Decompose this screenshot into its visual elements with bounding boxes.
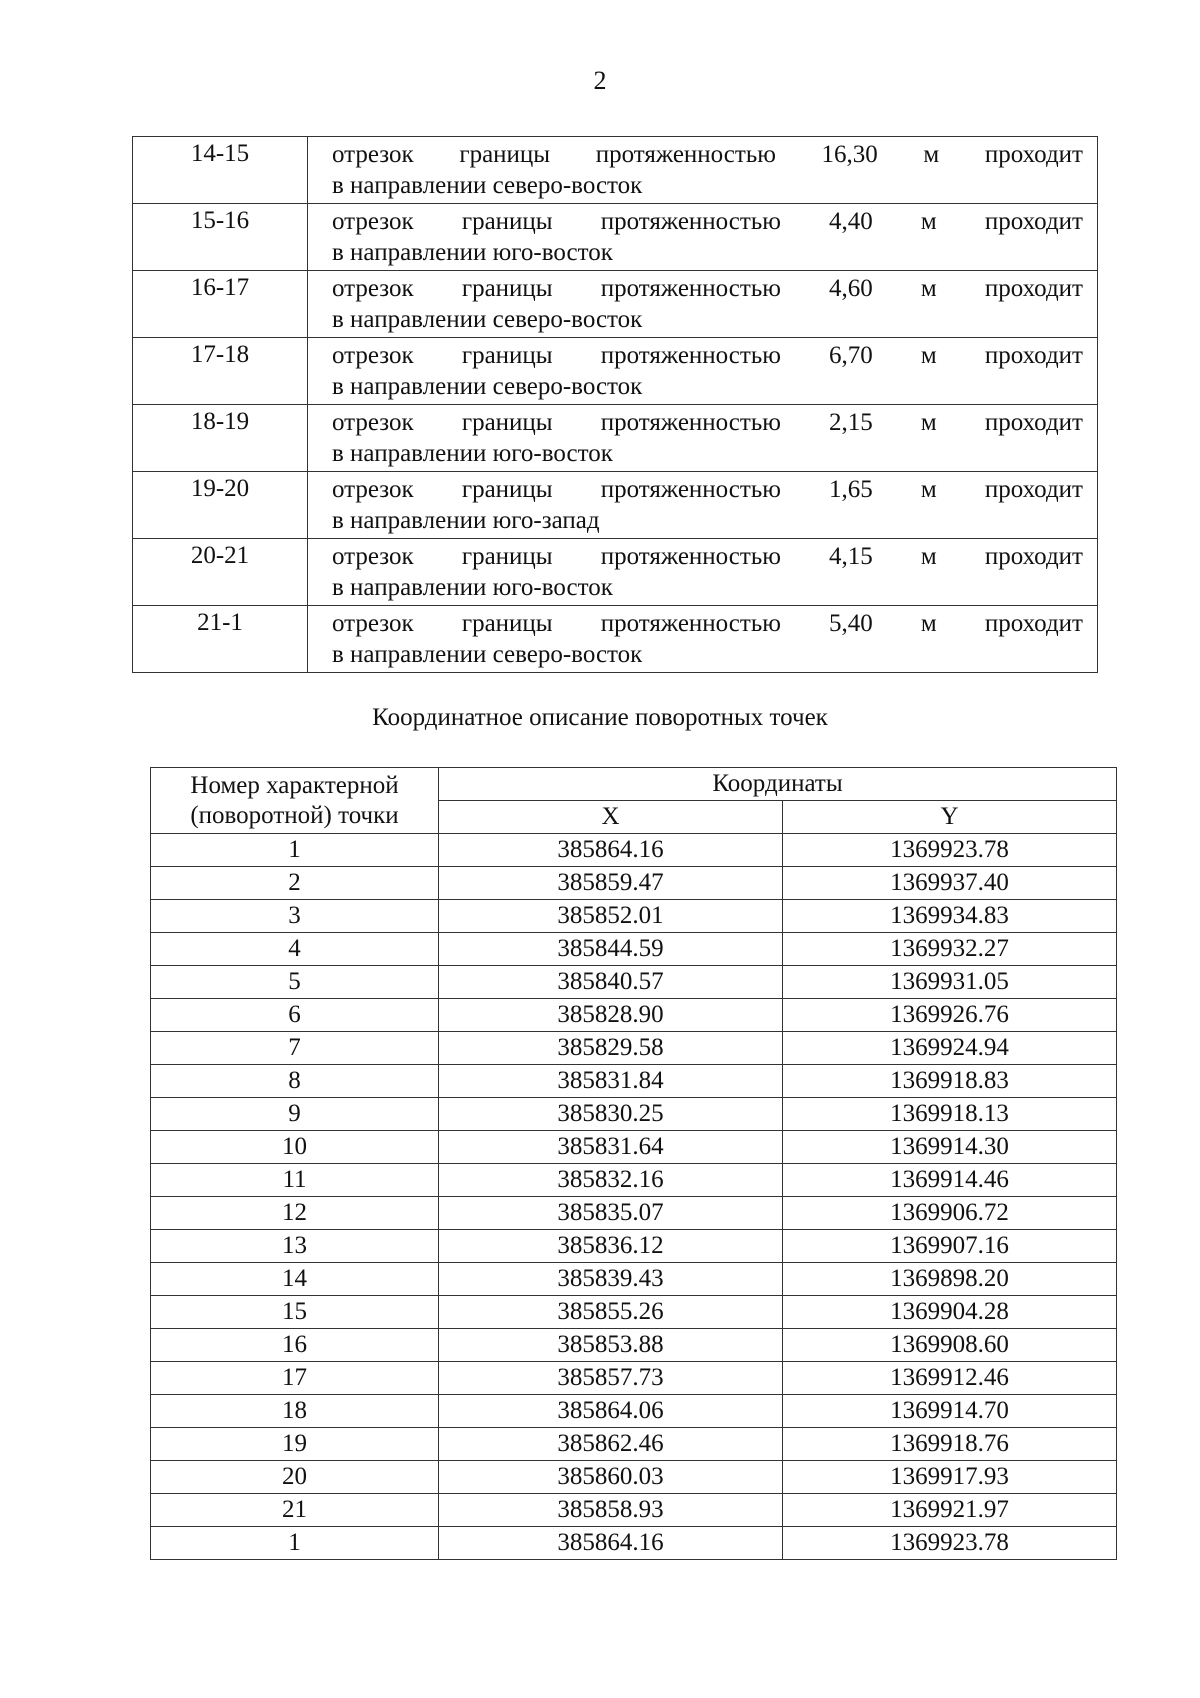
segment-description (308, 338, 1098, 405)
coords-row (151, 1197, 1117, 1230)
coord-x: 385828.90 (439, 999, 783, 1032)
segment-unit: м (920, 543, 937, 570)
coords-row (151, 1461, 1117, 1494)
coords-row (151, 1032, 1117, 1065)
point-number: 7 (151, 1032, 439, 1065)
coord-x: 385852.01 (439, 900, 783, 933)
segment-description (308, 606, 1098, 673)
segment-word2: границы (459, 141, 551, 168)
segment-length: 4,60 (829, 275, 873, 302)
coords-table (150, 767, 1117, 1560)
segment-unit: м (920, 610, 937, 637)
segment-unit: м (920, 275, 937, 302)
segment-verb: проходит (984, 342, 1083, 369)
segment-direction: в направлении юго-восток (332, 574, 613, 601)
point-number: 12 (151, 1197, 439, 1230)
segment-verb: проходит (984, 141, 1083, 168)
point-number: 15 (151, 1296, 439, 1329)
point-number: 18 (151, 1395, 439, 1428)
segment-word1: отрезок (332, 275, 414, 302)
coord-y: 1369906.72 (783, 1197, 1117, 1230)
coord-y: 1369937.40 (783, 867, 1117, 900)
segment-description (308, 405, 1098, 472)
segment-word2: границы (461, 610, 553, 637)
point-number: 10 (151, 1131, 439, 1164)
segment-word1: отрезок (332, 476, 414, 503)
point-number: 11 (151, 1164, 439, 1197)
segment-unit: м (920, 476, 937, 503)
coord-x: 385864.16 (439, 1527, 783, 1560)
segment-word3: протяженностью (600, 275, 781, 302)
coords-title: Координатное описание поворотных точек (372, 704, 828, 731)
coord-y: 1369918.13 (783, 1098, 1117, 1131)
segment-length: 1,65 (829, 476, 873, 503)
segment-word3: протяженностью (600, 208, 781, 235)
coord-x: 385830.25 (439, 1098, 783, 1131)
segment-direction: в направлении северо-восток (332, 373, 643, 400)
coords-row (151, 966, 1117, 999)
point-number: 20 (151, 1461, 439, 1494)
segment-word1: отрезок (332, 543, 414, 570)
segment-word1: отрезок (332, 342, 414, 369)
coord-x: 385859.47 (439, 867, 783, 900)
coord-x: 385862.46 (439, 1428, 783, 1461)
segment-verb: проходит (984, 208, 1083, 235)
header-x: X (439, 801, 783, 834)
segment-row (133, 539, 1098, 606)
coord-y: 1369914.70 (783, 1395, 1117, 1428)
segment-id: 14-15 (133, 137, 308, 204)
segment-description-line1 (332, 541, 1083, 572)
coord-y: 1369914.46 (783, 1164, 1117, 1197)
segment-verb: проходит (984, 476, 1083, 503)
point-number: 17 (151, 1362, 439, 1395)
segment-id: 19-20 (133, 472, 308, 539)
coord-y: 1369923.78 (783, 834, 1117, 867)
coord-y: 1369898.20 (783, 1263, 1117, 1296)
segment-row (133, 204, 1098, 271)
segment-word3: протяженностью (600, 342, 781, 369)
segment-verb: проходит (984, 543, 1083, 570)
coord-y: 1369914.30 (783, 1131, 1117, 1164)
segment-direction: в направлении северо-восток (332, 641, 643, 668)
coord-y: 1369904.28 (783, 1296, 1117, 1329)
coords-row (151, 1395, 1117, 1428)
segment-word2: границы (461, 476, 553, 503)
segment-verb: проходит (984, 409, 1083, 436)
coord-y: 1369923.78 (783, 1527, 1117, 1560)
header-point-number (151, 768, 439, 834)
segment-word1: отрезок (332, 141, 414, 168)
coord-x: 385832.16 (439, 1164, 783, 1197)
segment-description-line1 (332, 139, 1083, 170)
segment-word3: протяженностью (600, 409, 781, 436)
point-number: 6 (151, 999, 439, 1032)
header-y: Y (783, 801, 1117, 834)
coords-row (151, 1098, 1117, 1131)
coord-y: 1369921.97 (783, 1494, 1117, 1527)
segment-id: 17-18 (133, 338, 308, 405)
coord-x: 385836.12 (439, 1230, 783, 1263)
coord-x: 385857.73 (439, 1362, 783, 1395)
segment-description-line1 (332, 407, 1083, 438)
coords-row (151, 1329, 1117, 1362)
coord-x: 385860.03 (439, 1461, 783, 1494)
segments-table (132, 136, 1098, 673)
coords-row (151, 933, 1117, 966)
coords-row (151, 900, 1117, 933)
segment-id: 21-1 (133, 606, 308, 673)
segment-direction: в направлении северо-восток (332, 172, 643, 199)
segment-word1: отрезок (332, 610, 414, 637)
segment-description-line1 (332, 273, 1083, 304)
coords-row (151, 1428, 1117, 1461)
segment-id: 18-19 (133, 405, 308, 472)
segment-length: 4,40 (829, 208, 873, 235)
coords-row (151, 1296, 1117, 1329)
coord-x: 385844.59 (439, 933, 783, 966)
page-number: 2 (593, 66, 607, 95)
coords-header-row (151, 768, 1117, 801)
segment-unit: м (920, 342, 937, 369)
segment-length: 2,15 (829, 409, 873, 436)
segment-word2: границы (461, 342, 553, 369)
segment-direction: в направлении юго-восток (332, 440, 613, 467)
segment-row (133, 271, 1098, 338)
coords-row (151, 999, 1117, 1032)
coord-y: 1369917.93 (783, 1461, 1117, 1494)
coord-x: 385853.88 (439, 1329, 783, 1362)
coord-x: 385855.26 (439, 1296, 783, 1329)
point-number: 8 (151, 1065, 439, 1098)
segment-unit: м (920, 208, 937, 235)
coords-row (151, 1362, 1117, 1395)
coords-row (151, 1230, 1117, 1263)
segment-description (308, 204, 1098, 271)
coord-y: 1369926.76 (783, 999, 1117, 1032)
point-number: 3 (151, 900, 439, 933)
segment-word3: протяженностью (600, 610, 781, 637)
coord-x: 385864.06 (439, 1395, 783, 1428)
header-coordinates: Координаты (439, 768, 1117, 801)
header-point-line1: Номер характерной (190, 771, 399, 799)
segment-row (133, 606, 1098, 673)
segment-description-line1 (332, 474, 1083, 505)
segment-word1: отрезок (332, 409, 414, 436)
segment-description (308, 472, 1098, 539)
segment-word3: протяженностью (600, 476, 781, 503)
coords-row (151, 1164, 1117, 1197)
segment-row (133, 338, 1098, 405)
coord-x: 385835.07 (439, 1197, 783, 1230)
segment-direction: в направлении северо-восток (332, 306, 643, 333)
coords-row (151, 834, 1117, 867)
point-number: 13 (151, 1230, 439, 1263)
point-number: 19 (151, 1428, 439, 1461)
segment-description (308, 137, 1098, 204)
coords-row (151, 1263, 1117, 1296)
segment-description-line1 (332, 608, 1083, 639)
coord-x: 385829.58 (439, 1032, 783, 1065)
coord-x: 385858.93 (439, 1494, 783, 1527)
segment-unit: м (923, 141, 940, 168)
segment-word2: границы (461, 409, 553, 436)
coord-y: 1369918.83 (783, 1065, 1117, 1098)
point-number: 21 (151, 1494, 439, 1527)
point-number: 14 (151, 1263, 439, 1296)
segment-word1: отрезок (332, 208, 414, 235)
coord-y: 1369907.16 (783, 1230, 1117, 1263)
segment-verb: проходит (984, 610, 1083, 637)
segment-direction: в направлении юго-запад (332, 507, 600, 534)
point-number: 5 (151, 966, 439, 999)
coords-row (151, 1065, 1117, 1098)
segment-verb: проходит (984, 275, 1083, 302)
segment-length: 16,30 (821, 141, 878, 168)
coord-x: 385864.16 (439, 834, 783, 867)
point-number: 2 (151, 867, 439, 900)
segment-description-line1 (332, 206, 1083, 237)
coords-row (151, 1527, 1117, 1560)
segment-word3: протяженностью (595, 141, 776, 168)
coord-y: 1369934.83 (783, 900, 1117, 933)
point-number: 16 (151, 1329, 439, 1362)
segment-description (308, 539, 1098, 606)
coords-row (151, 1494, 1117, 1527)
segment-word2: границы (461, 208, 553, 235)
coord-x: 385840.57 (439, 966, 783, 999)
segment-description-line1 (332, 340, 1083, 371)
coord-y: 1369924.94 (783, 1032, 1117, 1065)
segment-row (133, 137, 1098, 204)
segment-id: 20-21 (133, 539, 308, 606)
point-number: 1 (151, 1527, 439, 1560)
coord-x: 385831.64 (439, 1131, 783, 1164)
point-number: 9 (151, 1098, 439, 1131)
coord-y: 1369918.76 (783, 1428, 1117, 1461)
segment-word3: протяженностью (600, 543, 781, 570)
segment-length: 6,70 (829, 342, 873, 369)
segment-length: 5,40 (829, 610, 873, 637)
coord-y: 1369912.46 (783, 1362, 1117, 1395)
segment-length: 4,15 (829, 543, 873, 570)
segment-id: 16-17 (133, 271, 308, 338)
coords-row (151, 1131, 1117, 1164)
segment-word2: границы (461, 543, 553, 570)
segment-direction: в направлении юго-восток (332, 239, 613, 266)
segment-description (308, 271, 1098, 338)
point-number: 1 (151, 834, 439, 867)
coord-y: 1369908.60 (783, 1329, 1117, 1362)
point-number: 4 (151, 933, 439, 966)
segment-id: 15-16 (133, 204, 308, 271)
coords-row (151, 867, 1117, 900)
segment-unit: м (920, 409, 937, 436)
segment-row (133, 472, 1098, 539)
coord-x: 385839.43 (439, 1263, 783, 1296)
coord-y: 1369931.05 (783, 966, 1117, 999)
segment-row (133, 405, 1098, 472)
coord-x: 385831.84 (439, 1065, 783, 1098)
segment-word2: границы (461, 275, 553, 302)
coord-y: 1369932.27 (783, 933, 1117, 966)
header-point-line2: (поворотной) точки (190, 801, 399, 829)
